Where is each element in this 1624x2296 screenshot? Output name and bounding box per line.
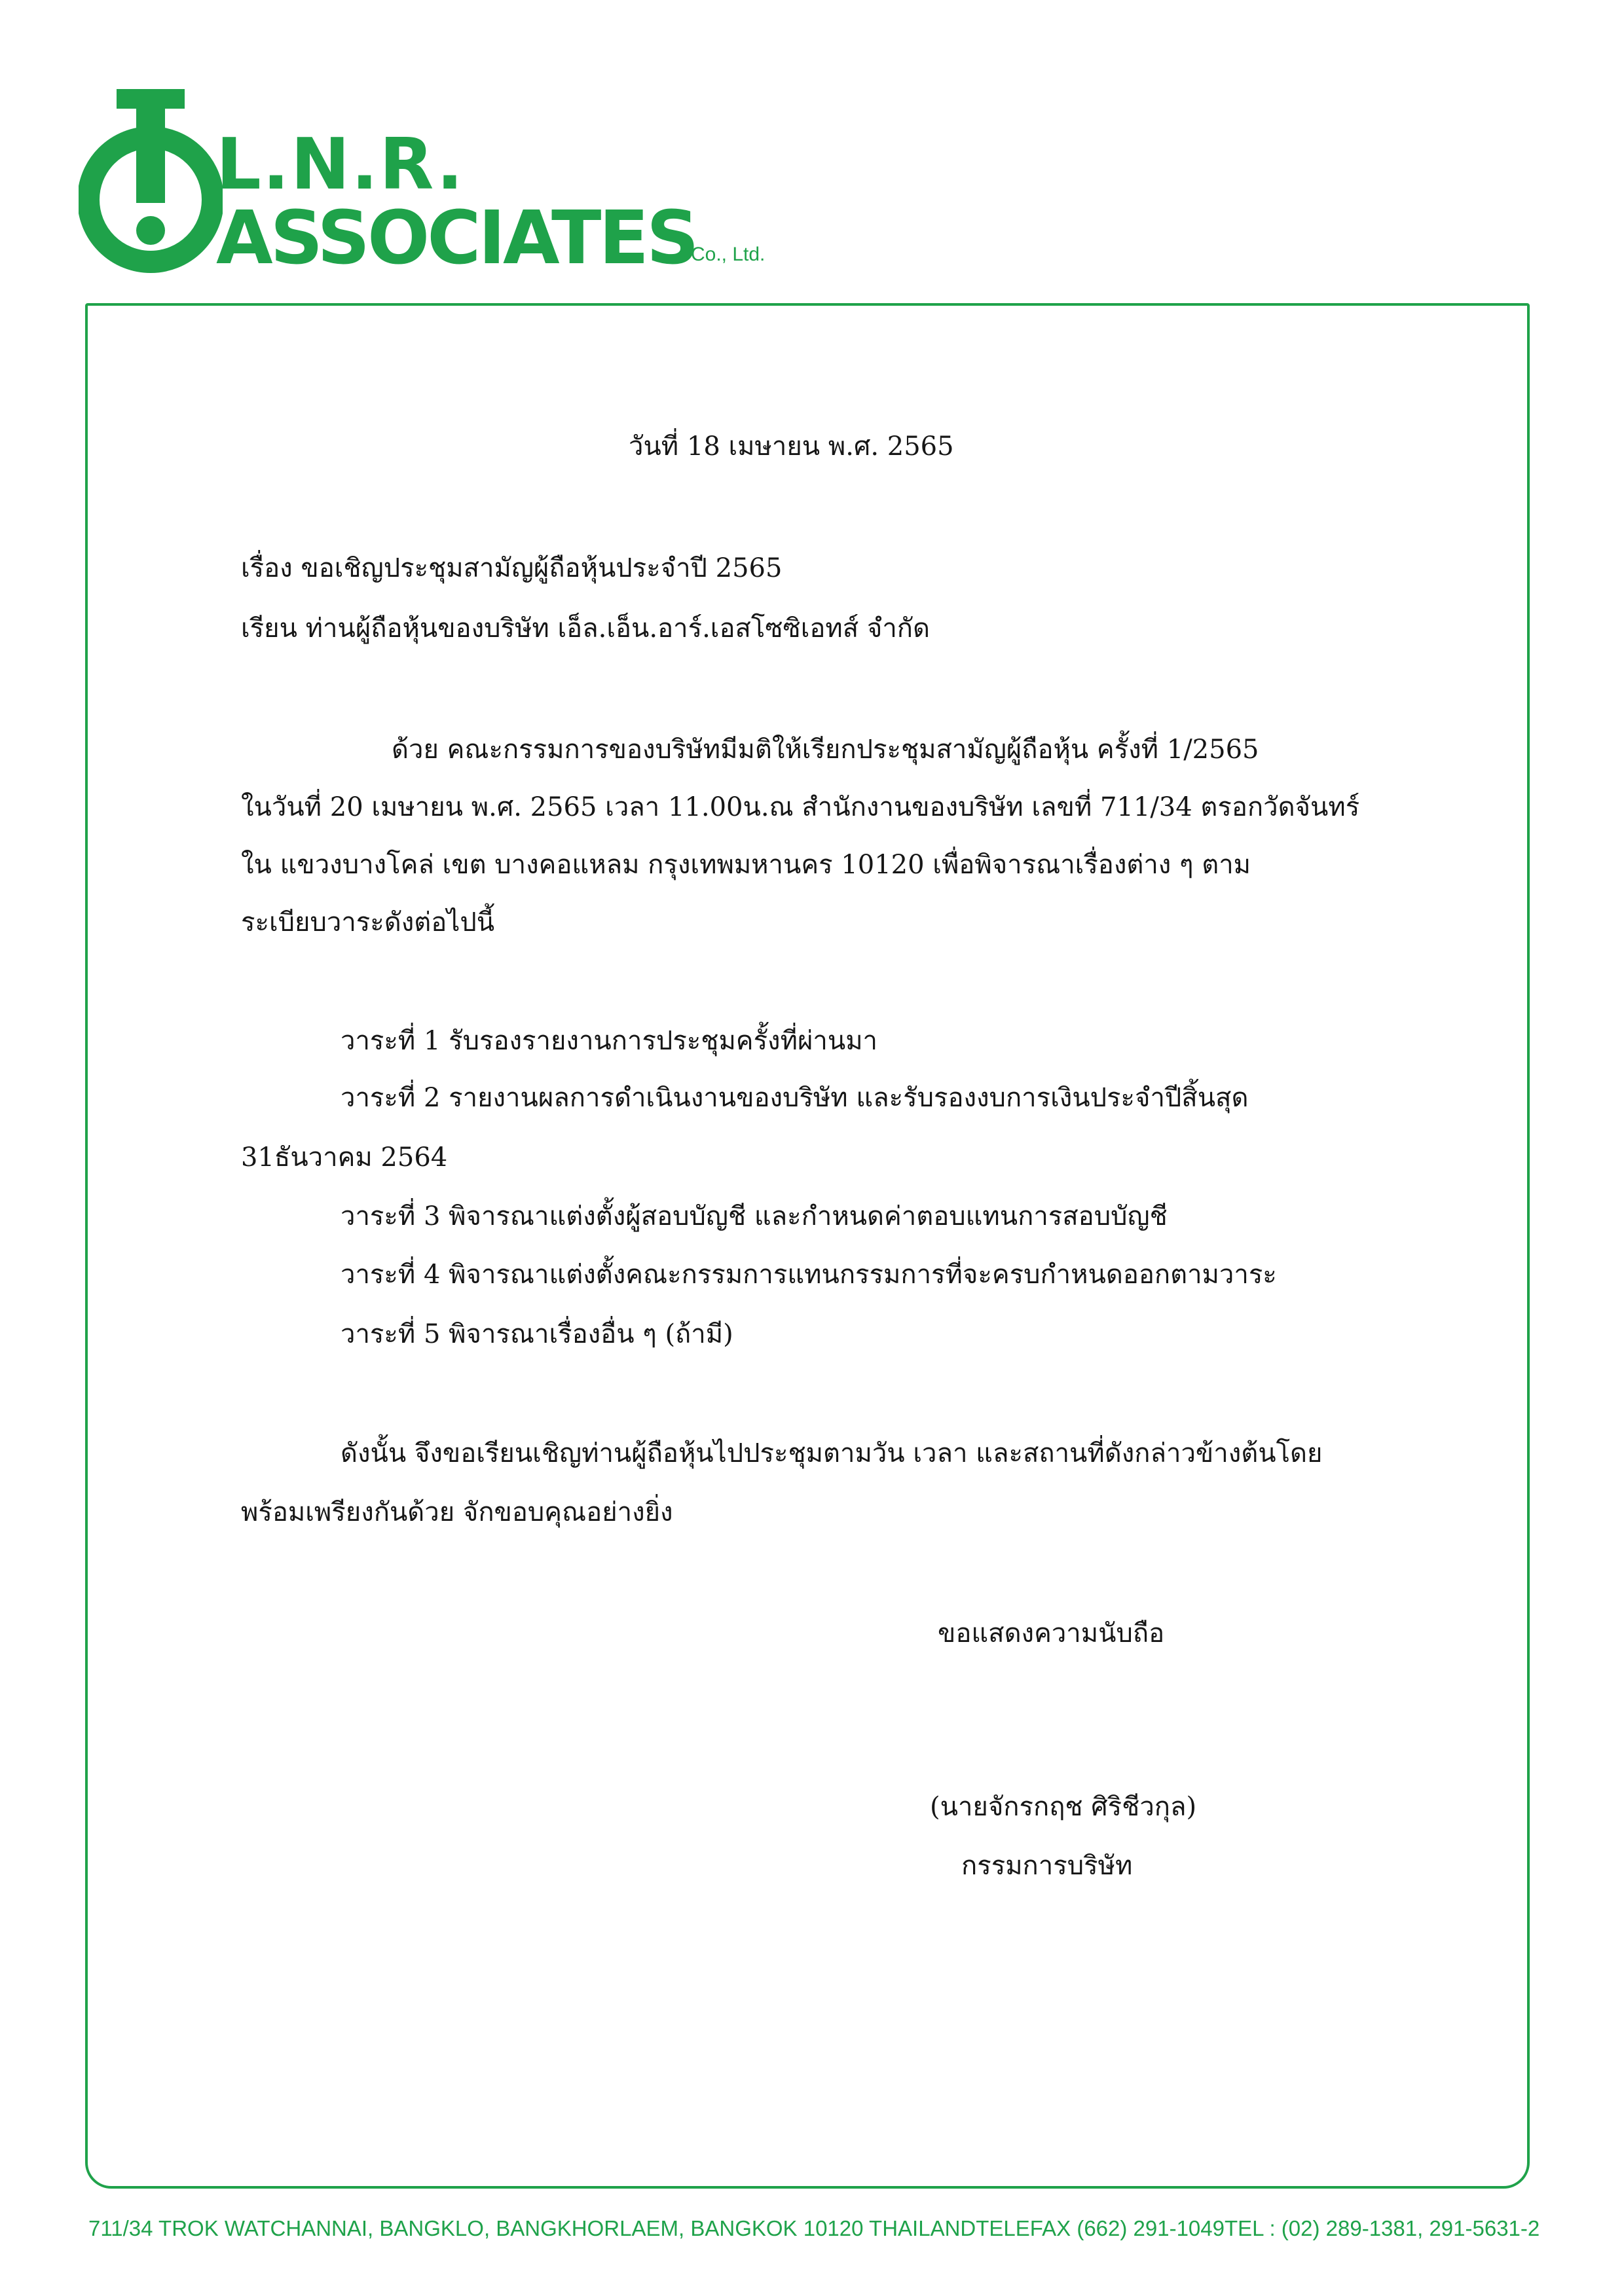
agenda-item: วาระที่ 3 พิจารณาแต่งตั้งผู้สอบบัญชี และกำหนดค่าตอบแทนการสอบบัญชี xyxy=(341,1201,1168,1231)
logo-name-line2: ASSOCIATES xyxy=(216,196,697,281)
agenda-item-continuation: 31ธันวาคม 2564 xyxy=(241,1142,448,1173)
body-line: ระเบียบวาระดังต่อไปนี้ xyxy=(241,907,495,938)
agenda-item: วาระที่ 4 พิจารณาแต่งตั้งคณะกรรมการแทนกรรมการที่จะครบกำหนดออกตามวาระ xyxy=(341,1260,1277,1290)
logo-emblem-icon xyxy=(79,85,223,275)
logo-name-line1: L.N.R. xyxy=(216,124,465,206)
body-line: ในวันที่ 20 เมษายน พ.ศ. 2565 เวลา 11.00น.ณ สำนักงานของบริษัท เลขที่ 711/34 ตรอกวัดจันทร์ xyxy=(241,792,1360,822)
signer-name: (นายจักรกฤช ศิริชีวกุล) xyxy=(930,1792,1197,1822)
letterhead-footer xyxy=(88,2216,1540,2241)
regards: ขอแสดงความนับถือ xyxy=(938,1618,1165,1649)
company-logo xyxy=(79,85,838,281)
logo-suffix: Co., Ltd. xyxy=(691,244,766,265)
closing-line: ดังนั้น จึงขอเรียนเชิญท่านผู้ถือหุ้นไปประชุมตามวัน เวลา และสถานที่ดังกล่าวข้างต้นโดย xyxy=(341,1438,1323,1468)
body-line: ด้วย คณะกรรมการของบริษัทมีมติให้เรียกประชุมสามัญผู้ถือหุ้น ครั้งที่ 1/2565 xyxy=(392,735,1259,765)
letter-subject: เรื่อง ขอเชิญประชุมสามัญผู้ถือหุ้นประจำปี 2565 xyxy=(241,553,783,583)
body-line: ใน แขวงบางโคล่ เขต บางคอแหลม กรุงเทพมหานคร 10120 เพื่อพิจารณาเรื่องต่าง ๆ ตาม xyxy=(241,850,1251,880)
footer-tel: TEL : (02) 289-1381, 291-5631-2 xyxy=(1225,2216,1540,2240)
signer-title: กรรมการบริษัท xyxy=(961,1851,1133,1881)
agenda-item: วาระที่ 1 รับรองรายงานการประชุมครั้งที่ผ่านมา xyxy=(341,1026,878,1056)
closing-line: พร้อมเพรียงกันด้วย จักขอบคุณอย่างยิ่ง xyxy=(241,1497,673,1527)
footer-telefax: TELEFAX (662) 291-1049 xyxy=(976,2216,1225,2240)
agenda-item: วาระที่ 2 รายงานผลการดำเนินงานของบริษัท และรับรองงบการเงินประจำปีสิ้นสุด xyxy=(341,1083,1249,1113)
footer-address: 711/34 TROK WATCHANNAI, BANGKLO, BANGKHORLAEM, BANGKOK 10120 THAILAND xyxy=(88,2216,976,2240)
letter-recipient: เรียน ท่านผู้ถือหุ้นของบริษัท เอ็ล.เอ็น.อาร์.เอสโซซิเอทส์ จำกัด xyxy=(241,613,930,644)
letter-date: วันที่ 18 เมษายน พ.ศ. 2565 xyxy=(629,431,954,462)
agenda-item: วาระที่ 5 พิจารณาเรื่องอื่น ๆ (ถ้ามี) xyxy=(341,1319,733,1349)
letter-frame xyxy=(85,303,1530,2189)
